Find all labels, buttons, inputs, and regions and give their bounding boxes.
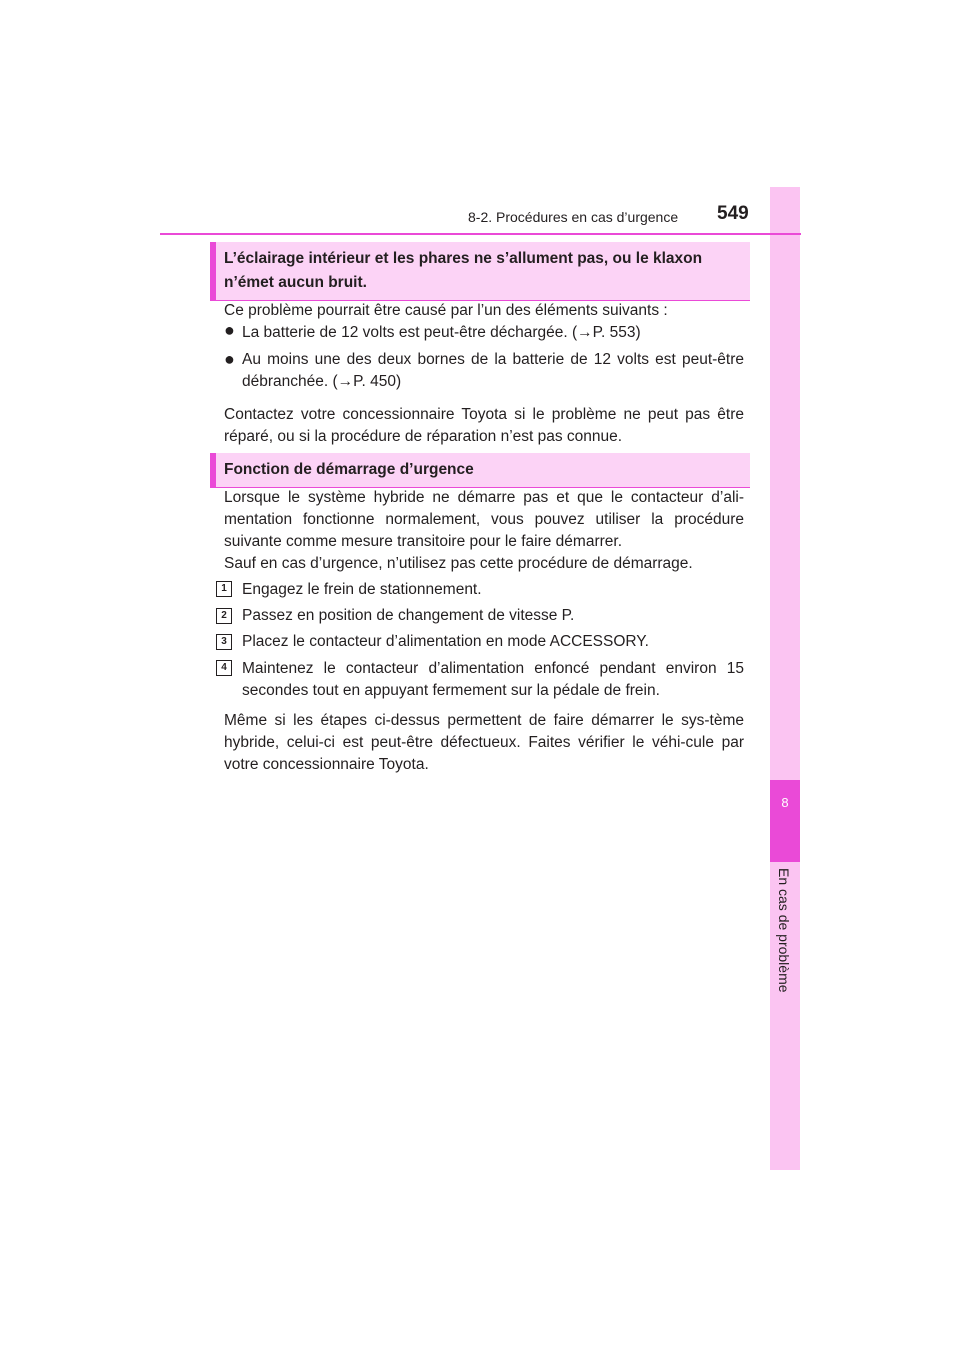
section1-bullet-1: La batterie de 12 volts est peut-être déchargée. (→P. 553) [242, 324, 641, 341]
page-number: 549 [717, 203, 749, 224]
step-text-2: Passez en position de changement de vitesse P. [242, 607, 575, 624]
section1-closing: Contactez votre concessionnaire Toyota si le problème ne peut pas être réparé, ou si la procédure de réparation n’est pas connue. [224, 406, 744, 445]
section-title: 8-2. Procédures en cas d’urgence [468, 209, 679, 225]
chapter-number: 8 [781, 795, 789, 810]
chapter-number-block [770, 780, 800, 862]
step-number-1: 1 [216, 581, 232, 597]
step-text-3: Placez le contacteur d’alimentation en mode ACCESSORY. [242, 633, 649, 650]
chapter-side-tab [770, 187, 800, 1170]
section2-warning: Sauf en cas d’urgence, n’utilisez pas cette procédure de démarrage. [224, 555, 693, 572]
section1-bullet-2: Au moins une des deux bornes de la batterie de 12 volts est peut-être débranchée. (→P. 450) [242, 351, 744, 390]
section2-intro: Lorsque le système hybride ne démarre pas et que le contacteur d’ali-mentation fonctionne normalement, vous pouvez utiliser la procédure suivante comme mesure transitoire pour le faire démarrer. [224, 489, 744, 550]
section2-closing: Même si les étapes ci-dessus permettent de faire démarrer le sys-tème hybride, celui-ci est peut-être défectueux. Faites vérifier le véhi-cule par votre concessionnaire Toyota. [224, 712, 744, 773]
section-heading-lighting: L’éclairage intérieur et les phares ne s’allument pas, ou le klaxon n’émet aucun bruit. [210, 242, 750, 301]
bullet-icon: ● [224, 320, 235, 340]
step-number-2: 2 [216, 608, 232, 624]
step-text-1: Engagez le frein de stationnement. [242, 581, 482, 598]
step-number-4: 4 [216, 660, 232, 676]
header-rule [160, 233, 801, 235]
bullet-icon: ● [224, 349, 235, 369]
step-number-3: 3 [216, 634, 232, 650]
section-heading-emergency-start: Fonction de démarrage d’urgence [210, 453, 750, 488]
section1-intro: Ce problème pourrait être causé par l’un des éléments suivants : [224, 302, 668, 319]
chapter-label: En cas de problème [776, 868, 792, 993]
step-text-4: Maintenez le contacteur d’alimentation enfoncé pendant environ 15 secondes tout en appuyant fermement sur la pédale de frein. [242, 660, 744, 699]
